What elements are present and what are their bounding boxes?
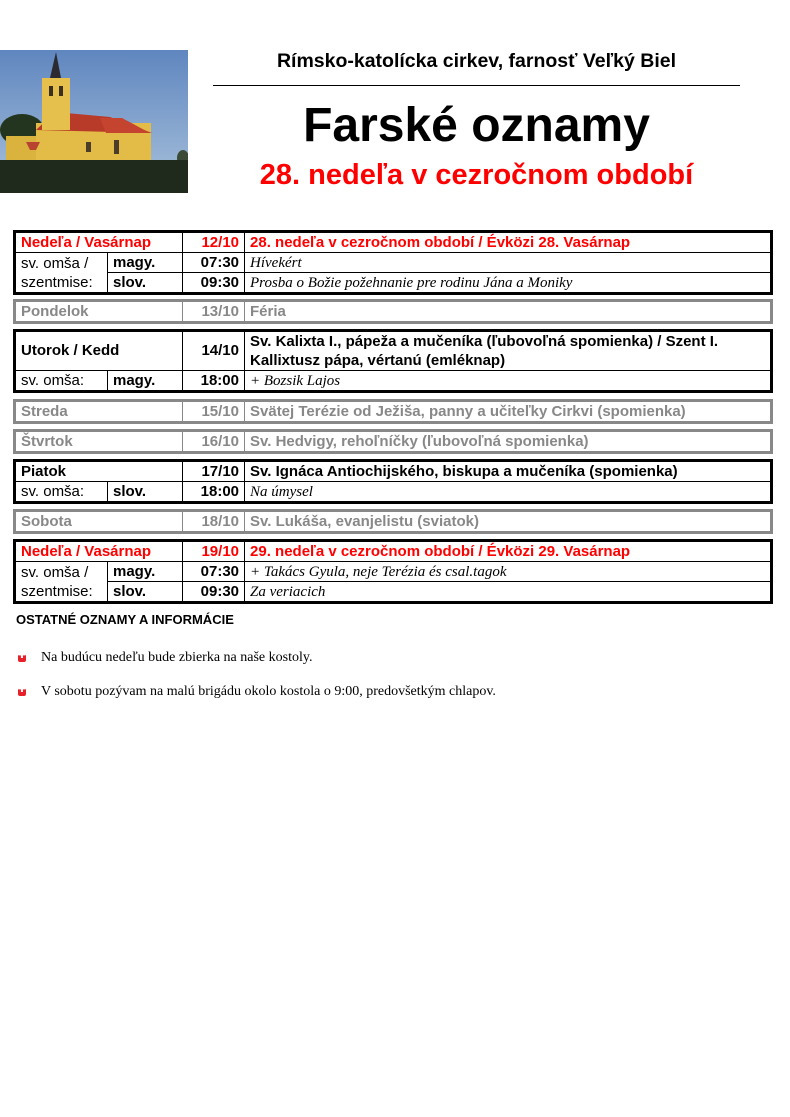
notice-text: Na budúcu nedeľu bude zbierka na naše kostoly. <box>41 650 313 665</box>
mass-row <box>15 253 772 273</box>
mass-intention: Hívekért <box>245 253 772 273</box>
day-name: Nedeľa / Vasárnap <box>15 232 183 253</box>
day-header-row <box>15 461 772 482</box>
mass-intention: + Takács Gyula, neje Terézia és csal.tagok <box>245 562 772 582</box>
mass-label: sv. omša: <box>15 371 108 392</box>
day-name: Pondelok <box>15 301 183 323</box>
day-name: Piatok <box>15 461 183 482</box>
day-name: Streda <box>15 401 183 423</box>
mass-row <box>15 482 772 503</box>
mass-language: magy. <box>108 562 183 582</box>
day-table-sunday-12-10 <box>13 230 773 295</box>
mass-language: slov. <box>108 273 183 294</box>
notice-item <box>17 684 496 700</box>
day-description: Sv. Hedvigy, rehoľníčky (ľubovoľná spomienka) <box>245 431 772 453</box>
mass-language: slov. <box>108 482 183 503</box>
day-table-wednesday-15-10 <box>13 399 773 424</box>
mass-language: magy. <box>108 253 183 273</box>
day-description: 28. nedeľa v cezročnom období / Évközi 28. Vasárnap <box>245 232 772 253</box>
day-date: 18/10 <box>183 511 245 533</box>
day-header-row <box>15 541 772 562</box>
day-date: 14/10 <box>183 331 245 371</box>
day-description: Sv. Lukáša, evanjelistu (sviatok) <box>245 511 772 533</box>
mass-row <box>15 371 772 392</box>
mass-time: 07:30 <box>183 562 245 582</box>
mass-intention: + Bozsik Lajos <box>245 371 772 392</box>
day-description: Svätej Terézie od Ježiša, panny a učiteľky Cirkvi (spomienka) <box>245 401 772 423</box>
day-date: 16/10 <box>183 431 245 453</box>
day-table-monday-13-10 <box>13 299 773 324</box>
day-name: Utorok / Kedd <box>15 331 183 371</box>
mass-language: magy. <box>108 371 183 392</box>
day-table-friday-17-10 <box>13 459 773 504</box>
red-cross-icon <box>17 653 27 663</box>
day-date: 12/10 <box>183 232 245 253</box>
page-title: Farské oznamy <box>303 99 650 152</box>
day-date: 13/10 <box>183 301 245 323</box>
mass-intention: Na úmysel <box>245 482 772 503</box>
notice-text: V sobotu pozývam na malú brigádu okolo kostola o 9:00, predovšetkým chlapov. <box>41 684 496 699</box>
day-header-row <box>15 431 772 453</box>
mass-language: slov. <box>108 582 183 603</box>
day-name: Sobota <box>15 511 183 533</box>
page-subtitle: 28. nedeľa v cezročnom období <box>259 159 694 191</box>
day-table-thursday-16-10 <box>13 429 773 454</box>
mass-row <box>15 273 772 294</box>
day-date: 19/10 <box>183 541 245 562</box>
mass-time: 09:30 <box>183 582 245 603</box>
mass-row <box>15 562 772 582</box>
day-header-row <box>15 232 772 253</box>
mass-label: sv. omša / szentmise: <box>15 253 108 294</box>
day-header-row <box>15 401 772 423</box>
day-table-sunday-19-10 <box>13 539 773 604</box>
mass-label: sv. omša / szentmise: <box>15 562 108 603</box>
day-name: Štvrtok <box>15 431 183 453</box>
mass-time: 09:30 <box>183 273 245 294</box>
header-divider <box>213 85 740 86</box>
day-table-saturday-18-10 <box>13 509 773 534</box>
red-cross-icon <box>17 687 27 697</box>
day-description: Féria <box>245 301 772 323</box>
other-notices-heading: OSTATNÉ OZNAMY A INFORMÁCIE <box>16 612 234 627</box>
mass-time: 18:00 <box>183 371 245 392</box>
day-header-row <box>15 301 772 323</box>
day-header-row <box>15 511 772 533</box>
mass-time: 07:30 <box>183 253 245 273</box>
day-table-tuesday-14-10 <box>13 329 773 393</box>
mass-intention: Prosba o Božie požehnanie pre rodinu Jána a Moniky <box>245 273 772 294</box>
mass-row <box>15 582 772 603</box>
mass-label: sv. omša: <box>15 482 108 503</box>
day-header-row <box>15 331 772 371</box>
day-name: Nedeľa / Vasárnap <box>15 541 183 562</box>
day-date: 15/10 <box>183 401 245 423</box>
notice-item <box>17 650 312 666</box>
church-photo <box>0 50 188 193</box>
day-description: 29. nedeľa v cezročnom období / Évközi 29. Vasárnap <box>245 541 772 562</box>
mass-time: 18:00 <box>183 482 245 503</box>
day-date: 17/10 <box>183 461 245 482</box>
day-description: Sv. Kalixta I., pápeža a mučeníka (ľubovoľná spomienka) / Szent I. Kallixtusz pápa, vértanú (emléknap) <box>245 331 772 371</box>
mass-intention: Za veriacich <box>245 582 772 603</box>
day-description: Sv. Ignáca Antiochijského, biskupa a mučeníka (spomienka) <box>245 461 772 482</box>
parish-name: Rímsko-katolícka cirkev, farnosť Veľký Biel <box>276 50 677 72</box>
